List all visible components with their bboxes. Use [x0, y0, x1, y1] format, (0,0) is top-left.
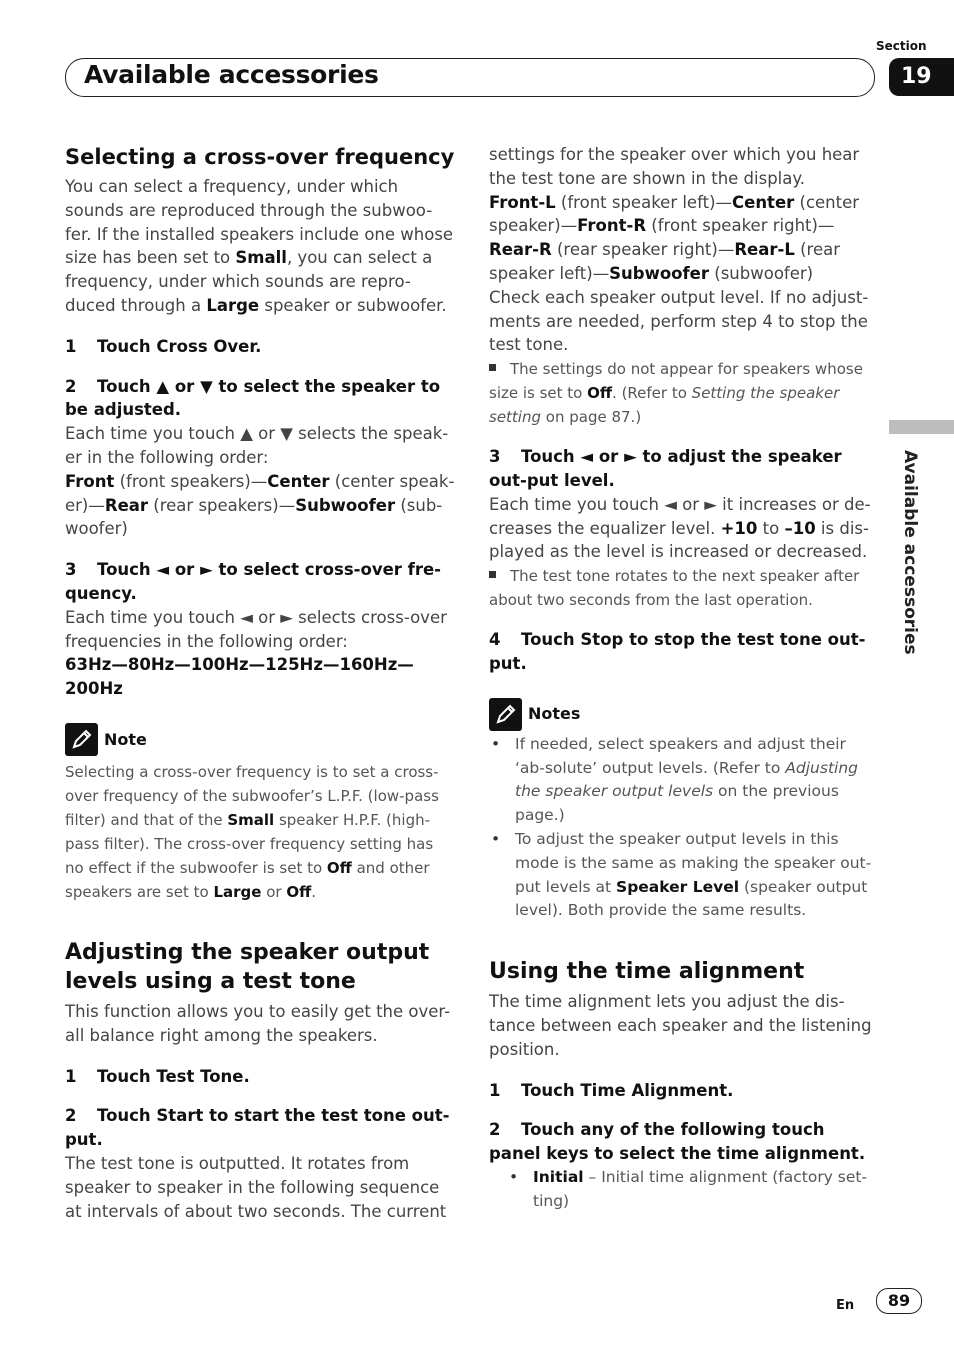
square-bullet-icon: [489, 364, 496, 371]
left-column: [65, 143, 455, 1223]
time-options-list: [489, 1166, 879, 1214]
crossover-heading: Selecting a cross-over frequency: [65, 145, 455, 169]
time-step-1: 1 Touch Time Alignment.: [489, 1080, 734, 1100]
testtone-step-4: 4 Touch Stop to stop the test tone out-put.: [489, 630, 866, 673]
right-column: [489, 143, 879, 1214]
page-title: Available accessories: [84, 60, 379, 89]
test-sequence-list: Front-L (front speaker left)—Center (center speaker)—Front-R (front speaker right)—Rear-R (rear speaker right)—Rear-L (rear speaker left)—Subwoofer (subwoofer): [489, 192, 860, 283]
speaker-order-list: Front (front speakers)—Center (center speak-er)—Rear (rear speakers)—Subwoofer (sub-woofer): [65, 471, 455, 539]
pencil-note-icon: [489, 698, 522, 731]
side-tab-marker: [889, 420, 954, 434]
time-alignment-heading: Using the time alignment: [489, 959, 805, 985]
note-title: Note: [104, 729, 147, 749]
pencil-note-icon: [65, 723, 98, 756]
note-item-1: • If needed, select speakers and adjust their ‘ab-solute’ output levels. (Refer to Adjusting the speaker output levels on the previous page.): [489, 733, 879, 828]
testtone-step-2: 2 Touch Start to start the test tone out-put.: [65, 1106, 450, 1150]
testtone-step-2-body: The test tone is outputted. It rotates from speaker to speaker in the following sequence at intervals of about two seconds. The current: [65, 1153, 447, 1221]
section-number-badge: 19: [889, 58, 954, 96]
page-number: 89: [876, 1288, 922, 1314]
note-header: [65, 723, 455, 756]
notes-title: Notes: [528, 704, 581, 724]
note-item-2: • To adjust the speaker output levels in this mode is the same as making the speaker out-put levels at Speaker Level (speaker output level). Both provide the same results.: [489, 828, 879, 923]
speaker-off-bullet: The settings do not appear for speakers whose size is set to Off. (Refer to Setting the speaker setting on page 87.): [489, 360, 863, 427]
time-step-2: 2 Touch any of the following touch panel keys to select the time alignment.: [489, 1120, 866, 1164]
time-alignment-intro: The time alignment lets you adjust the dis-tance between each speaker and the listening position.: [489, 992, 872, 1059]
testtone-heading: Adjusting the speaker output levels using a test tone: [65, 939, 430, 994]
time-option-initial: • Initial – Initial time alignment (factory set-ting): [507, 1166, 879, 1214]
crossover-step-2: 2 Touch ▲ or ▼ to select the speaker to be adjusted.: [65, 376, 441, 420]
testtone-step-1: 1 Touch Test Tone.: [65, 1066, 250, 1086]
crossover-intro: You can select a frequency, under which sounds are reproduced through the subwoo-fer. If the installed speakers include one whose size has been set to Small, you can select a frequency, under which sounds are repro-duced through a Large speaker or subwoofer.: [65, 177, 454, 315]
testtone-intro: This function allows you to easily get the over-all balance right among the speakers.: [65, 1001, 451, 1045]
side-section-label: Available accessories: [900, 450, 920, 655]
note-text: Selecting a cross-over frequency is to set a cross-over frequency of the subwoofer’s L.P.F. (low-pass filter) and that of the Small speaker H.P.F. (high-pass filter). The cross-over frequency setting has no effect if the subwoofer is set to Off and other speakers are set to Large or Off.: [65, 762, 439, 901]
notes-list: [489, 733, 879, 923]
section-label: Section: [876, 39, 927, 53]
language-label: En: [836, 1298, 855, 1313]
square-bullet-icon: [489, 571, 496, 578]
testtone-continued: settings for the speaker over which you hear the test tone are shown in the display.: [489, 145, 860, 188]
crossover-step-2-body: Each time you touch ▲ or ▼ selects the speak-er in the following order:: [65, 424, 449, 467]
check-levels-text: Check each speaker output level. If no adjust-ments are needed, perform step 4 to stop the test tone.: [489, 287, 869, 355]
frequency-list: 63Hz—80Hz—100Hz—125Hz—160Hz—200Hz: [65, 655, 414, 699]
notes-header: [489, 698, 879, 731]
crossover-step-3-body: Each time you touch ◄ or ► selects cross-over frequencies in the following order:: [65, 607, 447, 651]
rotation-bullet: The test tone rotates to the next speaker after about two seconds from the last operation.: [489, 567, 860, 610]
testtone-step-3-body: Each time you touch ◄ or ► it increases or de-creases the equalizer level. +10 to –10 is dis-played as the level is increased or decreased.: [489, 494, 871, 562]
crossover-step-3: 3 Touch ◄ or ► to select cross-over fre-quency.: [65, 560, 442, 603]
crossover-step-1: 1 Touch Cross Over.: [65, 336, 262, 356]
testtone-step-3: 3 Touch ◄ or ► to adjust the speaker out-put level.: [489, 447, 842, 490]
